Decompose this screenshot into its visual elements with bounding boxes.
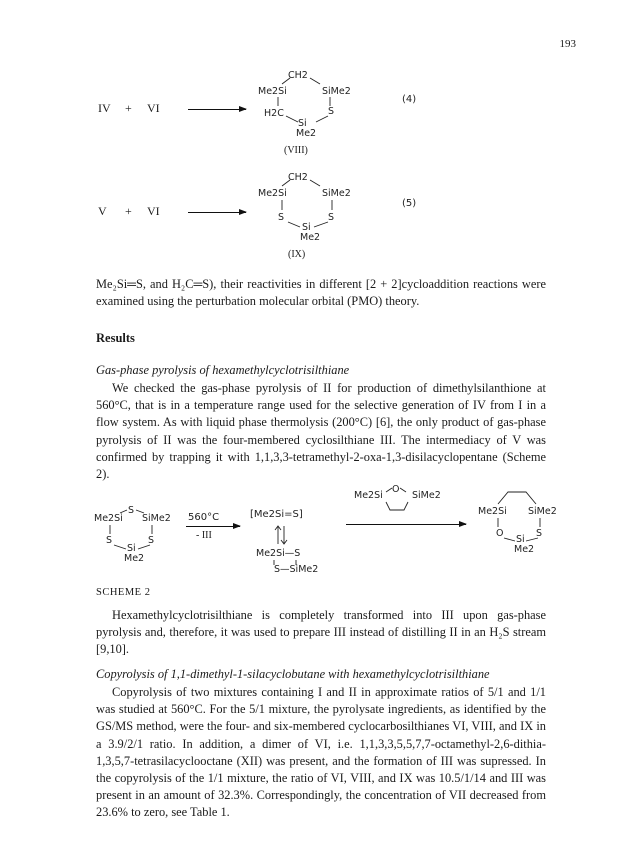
results-heading: Results: [96, 331, 135, 345]
atom-sime2: SiMe2: [142, 513, 171, 524]
plus-sign: +: [125, 101, 132, 115]
scheme-product-structure: [478, 488, 568, 558]
atom-me2si: Me2Si: [94, 513, 123, 524]
reactant-iv: IV: [98, 101, 111, 115]
reaction-arrow: [188, 109, 246, 110]
section-pyrolysis-body: [96, 380, 546, 483]
atom-s-left: S: [278, 212, 285, 223]
atom-si: Si: [516, 534, 525, 545]
intermediate-silanethione: [Me2Si=S]: [250, 509, 303, 520]
dimer-bottom-row: S—SiMe2: [274, 564, 319, 575]
reactant-vi: VI: [147, 101, 160, 115]
atom-me2: Me2: [296, 128, 317, 139]
atom-s-left: S: [106, 535, 113, 546]
equation-number-5: (5): [402, 198, 417, 209]
reaction-arrow: [188, 212, 246, 213]
trap-ring-bonds: [354, 484, 454, 514]
dimer-structure: [256, 548, 336, 582]
trap-me2si: Me2Si: [354, 490, 383, 501]
section-copyrolysis-body: [96, 684, 546, 822]
trap-sime2: SiMe2: [412, 490, 441, 501]
section-title-copyrolysis: Copyrolysis of 1,1-dimethyl-1-silacyclobutane with hexamethylcyclotrisilthiane: [96, 667, 490, 681]
atom-sime2: SiMe2: [322, 188, 351, 199]
compound-label-ix: (IX): [288, 249, 306, 260]
ring-bonds: [94, 505, 184, 565]
atom-me2: Me2: [124, 553, 145, 564]
dimer-bonds: [256, 548, 336, 582]
reactant-vi: VI: [147, 204, 160, 218]
structure-viii: [258, 70, 368, 138]
scheme-start-structure: [94, 505, 184, 565]
condition-minus-iii: - III: [196, 530, 212, 541]
pyrolysis-paragraph: We checked the gas-phase pyrolysis of II for production of dimethylsilanthione at 560°C, that is in a temperature range used for the selective generation of IV from I in a flow system. As with liquid phase thermolysis (200°C) [6], the only product of gas-phase pyrolysis of II was the four-membered cyclosilthiane III. The intermediacy of V was confirmed by trapping it with 1,1,3,3-tetramethyl-2-oxa-1,3-disilacyclopentane (Scheme 2).: [96, 381, 546, 482]
trapping-agent-structure: [354, 484, 454, 514]
after-scheme-text: Hexamethylcyclotrisilthiane is completely transformed into III upon gas-phase pyrolysis and, therefore, it was used to prepare III instead of distilling II in an H₂S stream [9,10].: [96, 608, 546, 657]
atom-si: Si: [302, 222, 311, 233]
equation-number-4: (4): [402, 94, 417, 105]
atom-me2: Me2: [300, 232, 321, 243]
dimer-top-row: Me2Si—S: [256, 548, 301, 559]
atom-ch2: CH2: [288, 172, 308, 183]
atom-s-top: S: [128, 505, 135, 516]
scheme-arrow-1: [186, 526, 240, 527]
atom-sime2: SiMe2: [322, 86, 351, 97]
atom-me2si: Me2Si: [258, 86, 287, 97]
section-title-pyrolysis: Gas-phase pyrolysis of hexamethylcyclotrisilthiane: [96, 363, 350, 377]
intro-text: Me₂Si═S, and H₂C═S), their reactivities in different [2 + 2]cycloaddition reactions were examined using the perturbation molecular orbital (PMO) theory.: [96, 277, 546, 309]
atom-s-right: S: [148, 535, 155, 546]
atom-s-right: S: [328, 212, 335, 223]
copyrolysis-paragraph: Copyrolysis of two mixtures containing I and II in approximate ratios of 5/1 and 1/1 was studied at 560°C. For the 5/1 mixture, the pyrolysate ingredients, as identified by the GS/MS method, were the four- and six-membered cyclocarbosilthianes VI, VIII, and IX in a 3.9/2/1 ratio. In addition, a dimer of VI, i.e. 1,1,3,3,5,5,7,7-octamethyl-2,6-dithia-1,3,5,7-tetrasilacyclooctane (XII) was present, and the formation of III was supressed. In the copyrolysis of the 1/1 mixture, the ratio of VI, VIII, and IX was 10.5/1/14 and III was present in an amount of 32.3%. Correspondingly, the concentration of VII decreased from 23.6% to zero, see Table 1.: [96, 685, 546, 820]
scheme-arrow-2: [346, 524, 466, 525]
page-number: 193: [559, 38, 576, 50]
atom-h2c: H2C: [264, 108, 284, 119]
atom-me2si: Me2Si: [258, 188, 287, 199]
structure-ix: [258, 172, 368, 243]
equilibrium-arrows: [270, 524, 294, 546]
product-ring-bonds: [478, 488, 568, 558]
atom-si: Si: [298, 118, 307, 129]
atom-me2: Me2: [514, 544, 535, 555]
compound-label-viii: (VIII): [284, 145, 308, 156]
intro-paragraph: [96, 276, 546, 310]
scheme-2-label: SCHEME 2: [96, 587, 151, 598]
ring-bonds: [258, 70, 368, 138]
atom-me2si: Me2Si: [478, 506, 507, 517]
ring-bonds: [258, 172, 368, 244]
atom-s: S: [536, 528, 543, 539]
condition-temperature: 560°C: [188, 512, 220, 523]
plus-sign: +: [125, 204, 132, 218]
reactant-v: V: [98, 204, 107, 218]
atom-s: S: [328, 106, 335, 117]
atom-o: O: [496, 528, 504, 539]
after-scheme-paragraph: [96, 607, 546, 659]
atom-sime2: SiMe2: [528, 506, 557, 517]
trap-oxygen: O: [392, 484, 400, 495]
atom-si: Si: [127, 543, 136, 554]
atom-ch2: CH2: [288, 70, 308, 81]
